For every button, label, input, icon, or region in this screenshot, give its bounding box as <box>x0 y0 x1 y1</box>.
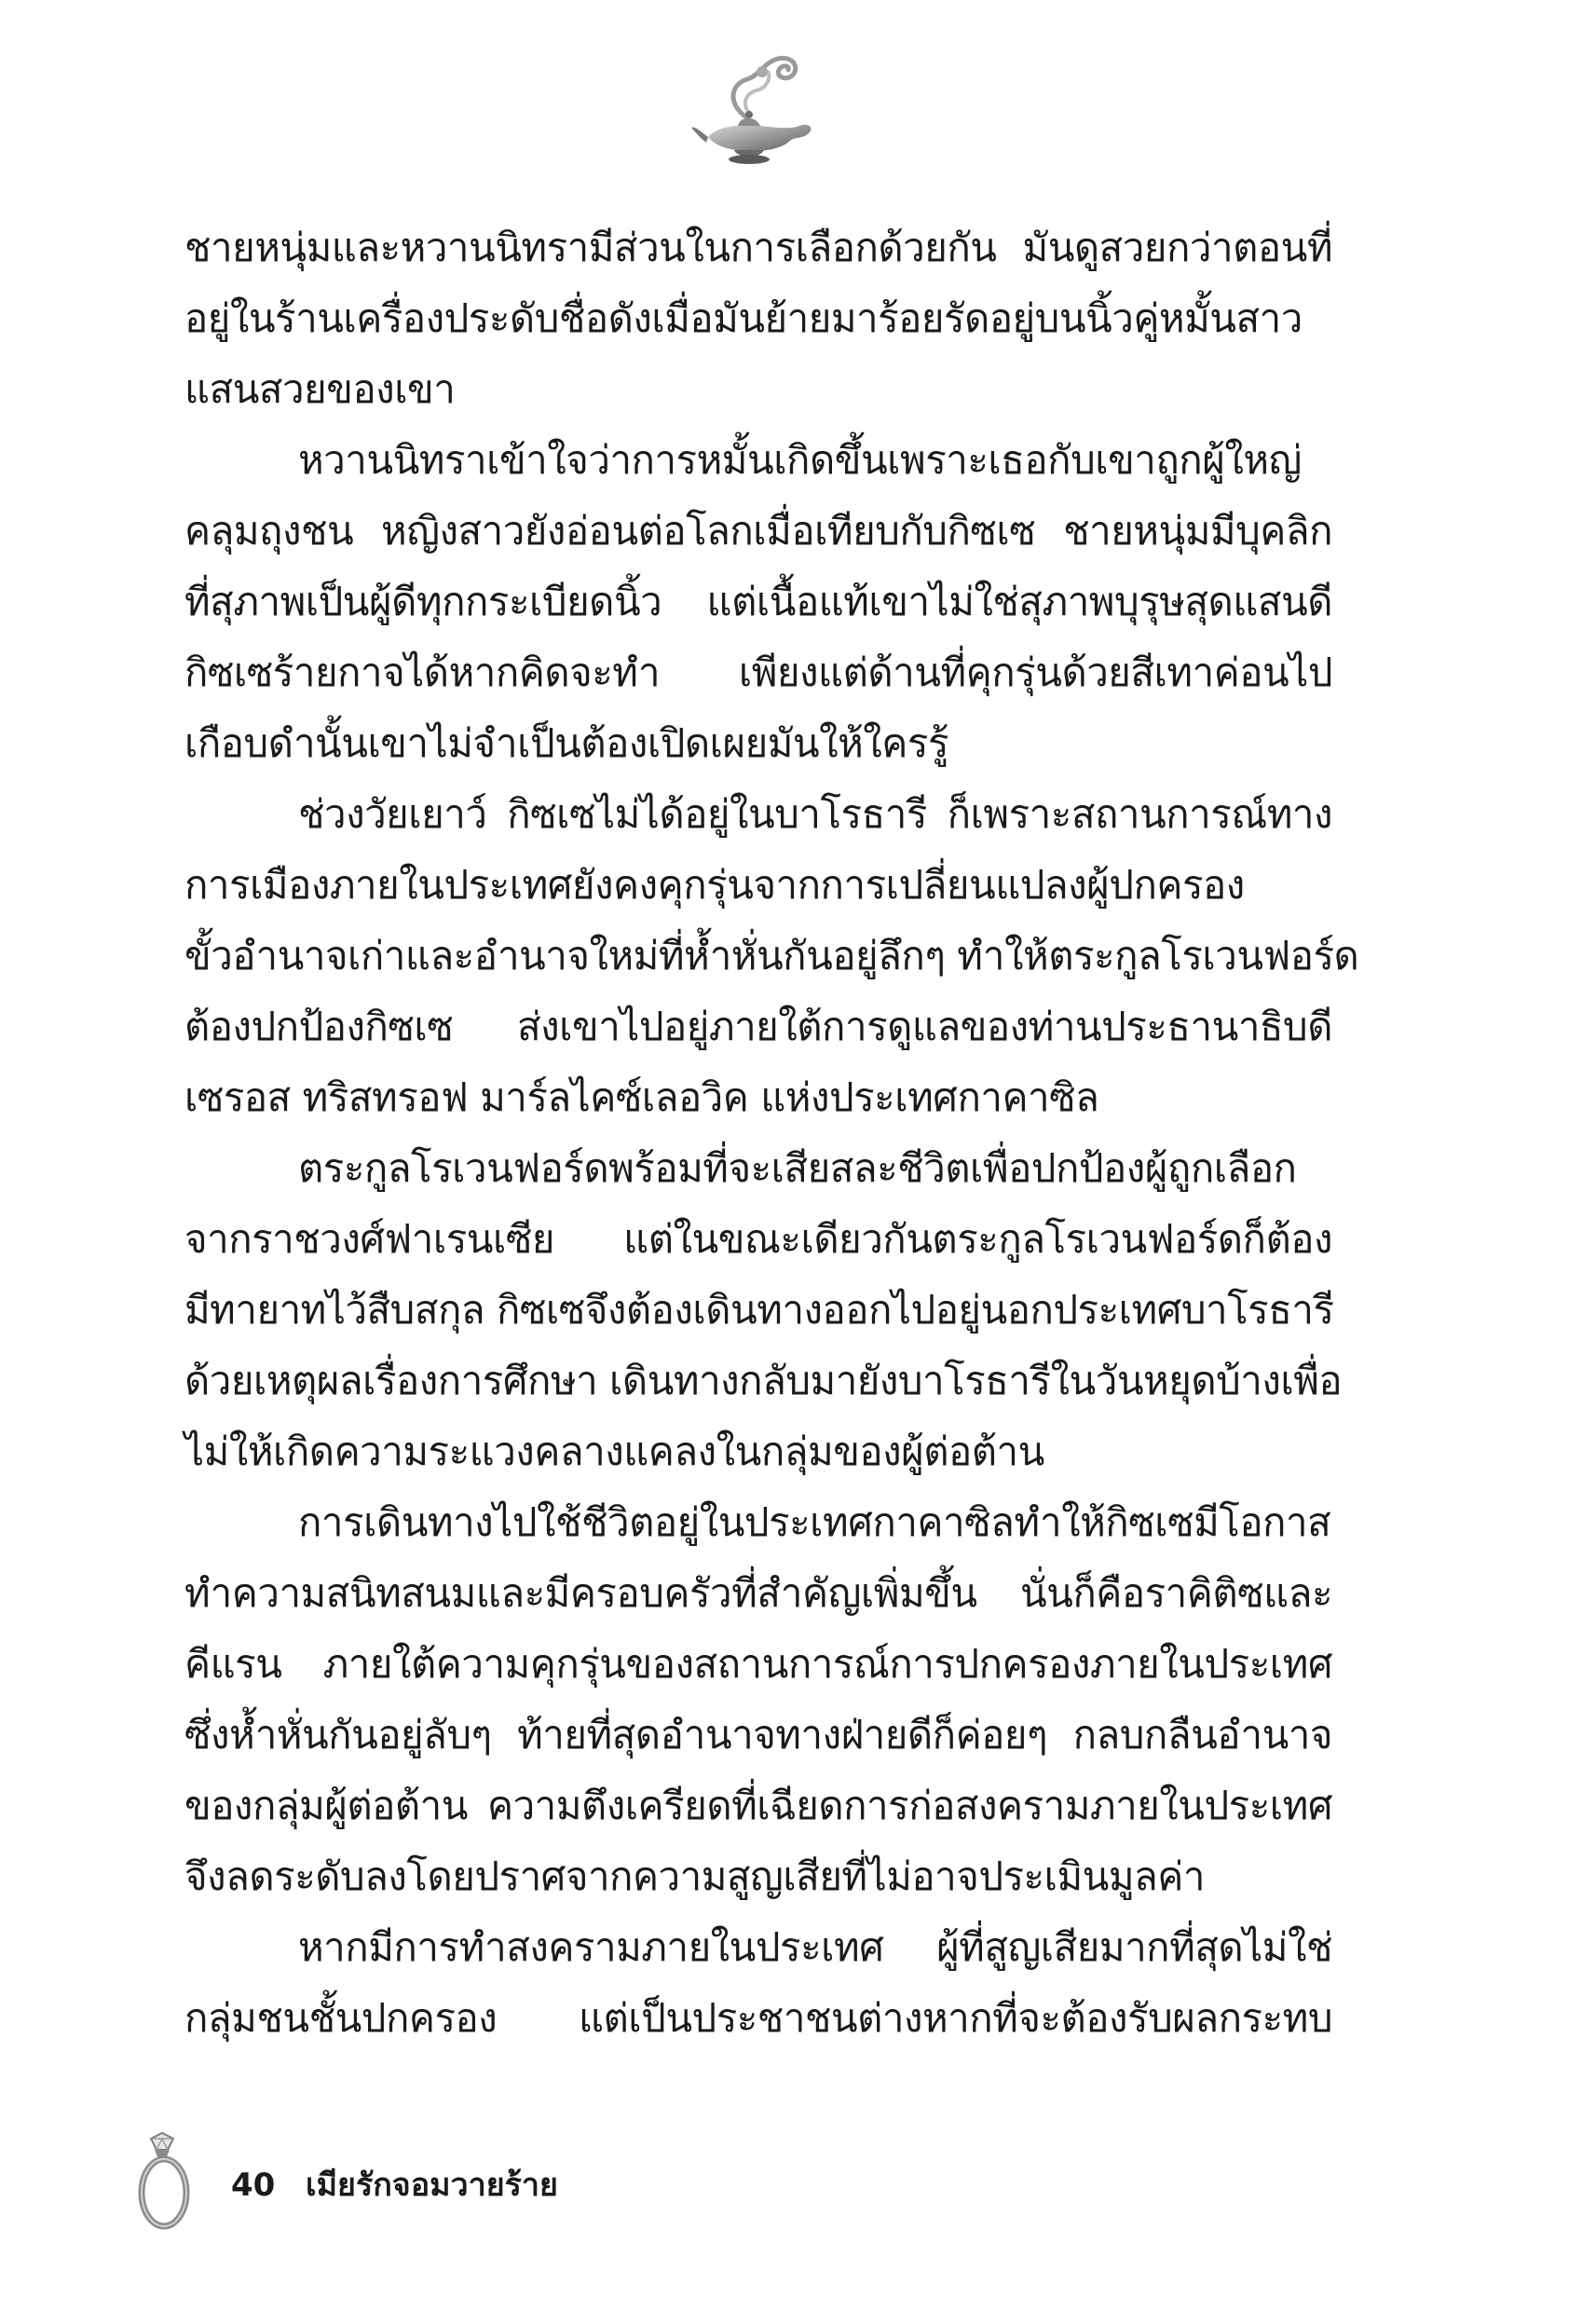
text-line: ที่สุภาพเป็นผู้ดีทุกกระเบียดนิ้ว แต่เนื้อแท้เขาไม่ใช่สุภาพบุรุษสุดแสนดี <box>184 579 1332 624</box>
page-number: 40 <box>231 2167 276 2204</box>
text-line: หวานนิทราเข้าใจว่าการหมั้นเกิดขึ้นเพราะเธอกับเขาถูกผู้ใหญ่ <box>298 437 1302 483</box>
genie-lamp-icon <box>689 51 820 168</box>
body-text <box>184 212 1359 2054</box>
text-line: อยู่ในร้านเครื่องประดับชื่อดังเมื่อมันย้ายมาร้อยรัดอยู่บนนิ้วคู่หมั้นสาว <box>184 295 1303 341</box>
text-line: เกือบดำนั้นเขาไม่จำเป็นต้องเปิดเผยมันให้ใครรู้ <box>184 720 949 766</box>
text-line: แสนสวยของเขา <box>184 366 456 412</box>
text-line: เซรอส ทริสทรอฟ มาร์ลไคซ์เลอวิค แห่งประเทศกาคาซิล <box>184 1074 1099 1120</box>
diamond-ring-icon <box>130 2129 198 2232</box>
page-footer <box>130 2129 783 2232</box>
book-title: เมียรักจอมวายร้าย <box>306 2167 558 2204</box>
text-line: ตระกูลโรเวนฟอร์ดพร้อมที่จะเสียสละชีวิตเพื่อปกป้องผู้ถูกเลือก <box>298 1145 1297 1191</box>
text-line: ทำความสนิทสนมและมีครอบครัวที่สำคัญเพิ่มขึ้น นั่นก็คือราคิติซและ <box>184 1570 1332 1616</box>
text-line: ของกลุ่มผู้ต่อต้าน ความตึงเครียดที่เฉียดการก่อสงครามภายในประเทศ <box>184 1783 1332 1828</box>
text-line: กิซเซร้ายกาจได้หากคิดจะทำ เพียงแต่ด้านที่คุกรุ่นด้วยสีเทาค่อนไป <box>184 650 1332 695</box>
text-line: ด้วยเหตุผลเรื่องการศึกษา เดินทางกลับมายังบาโรธารีในวันหยุดบ้างเพื่อ <box>184 1358 1343 1403</box>
text-line: คลุมถุงชน หญิงสาวยังอ่อนต่อโลกเมื่อเทียบกับกิซเซ ชายหนุ่มมีบุคลิก <box>184 508 1332 554</box>
text-line: กลุ่มชนชั้นปกครอง แต่เป็นประชาชนต่างหากที่จะต้องรับผลกระทบ <box>184 1995 1332 2041</box>
text-line: ชายหนุ่มและหวานนิทรามีส่วนในการเลือกด้วยกัน มันดูสวยกว่าตอนที่ <box>184 225 1332 270</box>
text-line: การเมืองภายในประเทศยังคงคุกรุ่นจากการเปลี่ยนแปลงผู้ปกครอง <box>184 862 1245 908</box>
text-line: จากราชวงศ์ฟาเรนเซีย แต่ในขณะเดียวกันตระกูลโรเวนฟอร์ดก็ต้อง <box>184 1216 1332 1262</box>
text-line: ซึ่งห้ำหั่นกันอยู่ลับๆ ท้ายที่สุดอำนาจทางฝ่ายดีก็ค่อยๆ กลบกลืนอำนาจ <box>184 1712 1332 1757</box>
text-line: ต้องปกป้องกิซเซ ส่งเขาไปอยู่ภายใต้การดูแลของท่านประธานาธิบดี <box>184 1004 1332 1049</box>
text-line: คีแรน ภายใต้ความคุกรุ่นของสถานการณ์การปกครองภายในประเทศ <box>184 1641 1332 1687</box>
text-line: หากมีการทำสงครามภายในประเทศ ผู้ที่สูญเสียมากที่สุดไม่ใช่ <box>298 1924 1332 1970</box>
text-line: มีทายาทไว้สืบสกุล กิซเซจึงต้องเดินทางออกไปอยู่นอกประเทศบาโรธารี <box>184 1287 1334 1333</box>
text-line: ช่วงวัยเยาว์ กิซเซไม่ได้อยู่ในบาโรธารี ก็เพราะสถานการณ์ทาง <box>298 791 1332 837</box>
text-line: การเดินทางไปใช้ชีวิตอยู่ในประเทศกาคาซิลทำให้กิซเซมีโอกาส <box>298 1499 1331 1545</box>
text-line: ไม่ให้เกิดความระแวงคลางแคลงในกลุ่มของผู้ต่อต้าน <box>184 1429 1044 1474</box>
text-line: ขั้วอำนาจเก่าและอำนาจใหม่ที่ห้ำหั่นกันอยู่ลึกๆ ทำให้ตระกูลโรเวนฟอร์ด <box>184 933 1359 978</box>
text-line: จึงลดระดับลงโดยปราศจากความสูญเสียที่ไม่อาจประเมินมูลค่า <box>184 1853 1205 1899</box>
